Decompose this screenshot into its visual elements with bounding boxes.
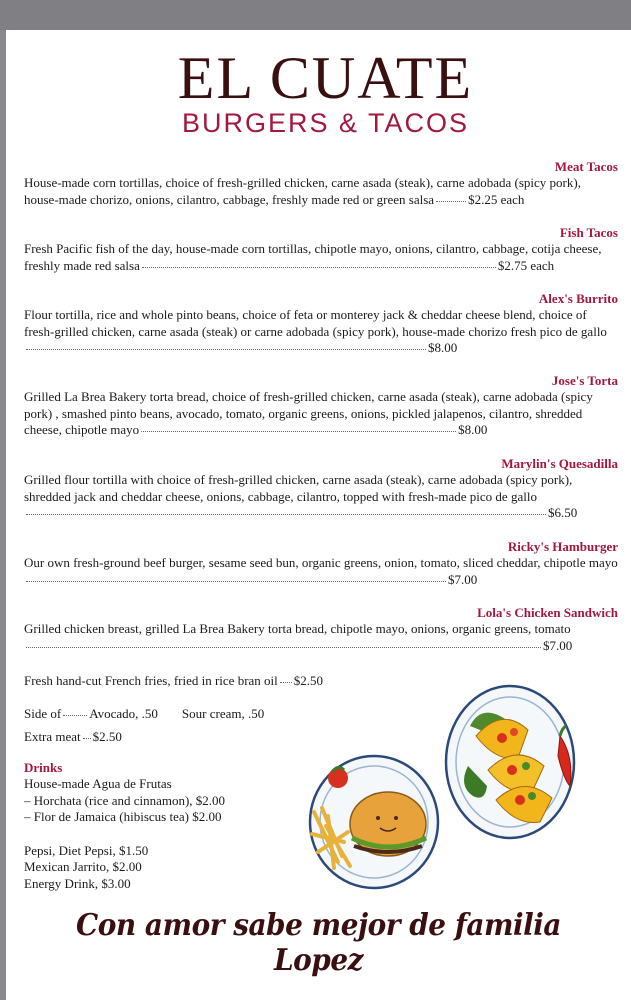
item-description [24,621,618,654]
window-top-bar [0,0,631,30]
item-description [24,241,618,274]
menu-item-rickys-hamburger [24,538,618,588]
item-price: $2.75 each [497,257,555,273]
footer-slogan: Con amor sabe mejor de familia Lopez [75,908,562,978]
brand-title: EL CUATE [177,45,474,111]
dotted-leader [26,647,541,648]
dotted-leader [63,715,87,716]
item-title: Alex's Burrito [538,291,618,306]
item-description [24,472,618,522]
menu-item-joses-torta [24,372,618,439]
item-description [24,555,618,588]
drink-horchata: – Horchata (rice and cinnamon), $2.00 [24,793,226,808]
item-title: Jose's Torta [551,373,618,388]
drink-jamaica: – Flor de Jamaica (hibiscus tea) $2.00 [24,809,222,824]
item-price: $8.00 [458,422,488,437]
item-title: Lola's Chicken Sandwich [477,605,618,620]
dotted-leader [436,201,466,202]
dotted-leader [26,581,446,582]
drinks-title: Drinks [24,760,63,775]
menu-item-meat-tacos [24,158,618,208]
tacos-plate-illustration [440,666,590,856]
side-of-line [24,706,264,722]
burger-plate-illustration [298,742,448,902]
dotted-leader [141,431,456,432]
drink-jarrito: Mexican Jarrito, $2.00 [24,859,142,874]
item-price: $7.00 [448,571,478,587]
menu-item-fish-tacos [24,224,618,274]
menu-item-lolas-chicken-sandwich [24,604,618,654]
item-desc-text: Grilled flour tortilla with choice of fresh-grilled chicken, carne asada (steak), carne adobada (spicy pork), shredded jack and cheddar cheese, onions, cabbage, cilantro, topped with fresh-made pico de gallo [24,472,573,504]
menu-header [6,45,631,138]
dotted-leader [26,514,546,515]
item-description [24,175,618,208]
item-description [24,307,618,357]
fries-line [24,673,323,689]
item-price: $7.00 [543,637,573,653]
item-title: Fish Tacos [559,225,618,240]
fries-text: Fresh hand-cut French fries, fried in rice bran oil [24,673,278,688]
extra-meat-price: $2.50 [92,729,122,744]
item-title: Meat Tacos [554,159,618,174]
item-description [24,389,618,439]
item-desc-text: Flour tortilla, rice and whole pinto beans, choice of feta or monterey jack & cheddar cheese blend, choice of fresh-grilled chicken, carne asada (steak) or carne adobada (spicy pork), house-made chorizo fresh pico de gallo [24,307,607,339]
dotted-leader [280,682,292,683]
extra-meat-line [24,729,122,745]
item-desc-text: Fresh Pacific fish of the day, house-made corn tortillas, chipotle mayo, onions, cilantro, cabbage, cotija cheese, freshly made red salsa [24,241,602,273]
agua-heading: House-made Agua de Frutas [24,776,172,791]
extra-meat-label: Extra meat [24,729,81,744]
sour-cream-option: Sour cream, .50 [181,706,265,721]
drink-energy: Energy Drink, $3.00 [24,876,131,891]
avocado-option: Avocado, .50 [89,706,158,721]
drink-pepsi: Pepsi, Diet Pepsi, $1.50 [24,843,149,858]
dotted-leader [142,267,496,268]
side-of-label: Side of [24,706,62,721]
item-desc-text: House-made corn tortillas, choice of fresh-grilled chicken, carne asada (steak), carne adobada (spicy pork), house-made chorizo, onions, cilantro, cabbage, freshly made red or green salsa [24,175,581,207]
item-desc-text: Grilled chicken breast, grilled La Brea Bakery torta bread, chipotle mayo, onions, organic greens, tomato [24,621,571,636]
item-price: $8.00 [428,340,458,355]
item-price: $6.50 [548,505,578,520]
item-title: Ricky's Hamburger [507,539,618,554]
dotted-leader [83,738,91,739]
dotted-leader [26,349,426,350]
item-price: $2.25 each [468,191,525,207]
item-desc-text: Our own fresh-ground beef burger, sesame seed bun, organic greens, onion, tomato, sliced cheddar, chipotle mayo [24,555,618,570]
item-desc-text: Grilled La Brea Bakery torta bread, choice of fresh-grilled chicken, carne asada (steak), carne adobada (spicy pork) , smashed pinto beans, avocado, tomato, organic greens, onions, pickled jalapenos, cilantro, shredded cheese, chipotle mayo [24,389,593,437]
item-title: Marylin's Quesadilla [501,456,618,471]
menu-item-alexs-burrito [24,290,618,357]
menu-item-marylins-quesadilla [24,455,618,522]
fries-price: $2.50 [293,673,324,688]
menu-page [6,30,631,1000]
brand-tagline: BURGERS & TACOS [181,108,470,138]
